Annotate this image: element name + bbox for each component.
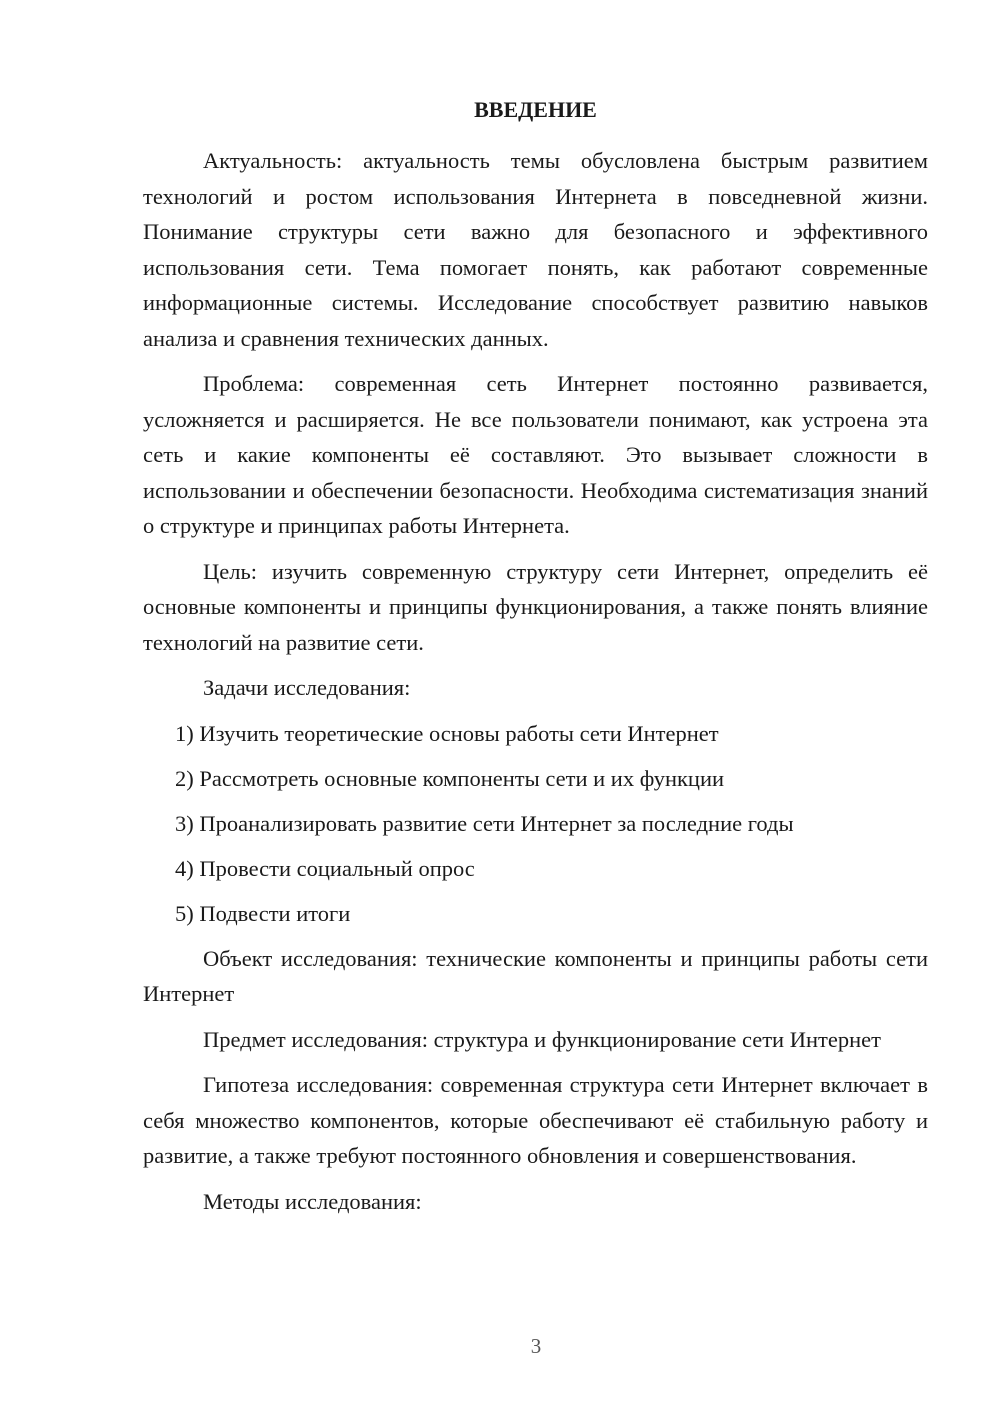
list-item: 5) Подвести итоги xyxy=(175,900,351,926)
paragraph-methods-heading: Методы исследования: xyxy=(203,1188,422,1214)
document-page xyxy=(143,95,928,1229)
list-item: 2) Рассмотреть основные компоненты сети и их функции xyxy=(175,765,725,791)
paragraph-hypothesis: Гипотеза исследования: современная структура сети Интернет включает в себя множество компонентов, которые обеспечивают её стабильную работу и развитие, а также требуют постоянного обновления и совершенствования. xyxy=(143,1072,928,1168)
paragraph-tasks-heading: Задачи исследования: xyxy=(203,675,411,700)
paragraph-problem: Проблема: современная сеть Интернет постоянно развивается, усложняется и расширяется. Не все пользователи понимают, как устроена эта сеть и какие компоненты её составляют. Это вызывает сложности в использовании и обеспечении безопасности. Необходима систематизация знаний о структуре и принципах работы Интернета. xyxy=(143,371,928,538)
paragraph-relevance: Актуальность: актуальность темы обусловлена быстрым развитием технологий и ростом использования Интернета в повседневной жизни. Понимание структуры сети важно для безопасного и эффективного использования сети. Тема помогает понять, как работают современные информационные системы. Исследование способствует развитию навыков анализа и сравнения технических данных. xyxy=(143,148,928,351)
paragraph-object: Объект исследования: технические компоненты и принципы работы сети Интернет xyxy=(143,945,928,1006)
paragraph-goal: Цель: изучить современную структуру сети Интернет, определить её основные компоненты и принципы функционирования, а также понять влияние технологий на развитие сети. xyxy=(143,558,928,655)
paragraph-subject: Предмет исследования: структура и функционирование сети Интернет xyxy=(203,1026,881,1052)
page-number: 3 xyxy=(530,1334,542,1358)
section-title: ВВЕДЕНИЕ xyxy=(474,97,597,122)
list-item: 4) Провести социальный опрос xyxy=(175,855,475,881)
list-item: 1) Изучить теоретические основы работы сети Интернет xyxy=(175,720,719,746)
tasks-list xyxy=(143,716,928,932)
list-item: 3) Проанализировать развитие сети Интернет за последние годы xyxy=(175,810,794,836)
